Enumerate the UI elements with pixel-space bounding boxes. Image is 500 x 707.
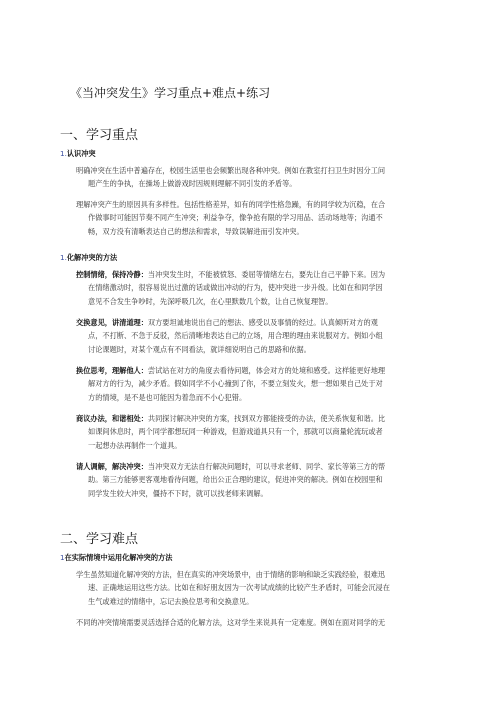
- text-line: 共同探讨解决冲突的方案，找到双方都能接受的办法，使关系恢复和谐。比: [147, 414, 386, 423]
- paragraph-hard-to-apply: [76, 568, 390, 608]
- text-line: 双方要坦诚地说出自己的想法、感受以及事情的经过。认真倾听对方的观: [147, 318, 378, 327]
- text-line: 尝试站在对方的角度去看待问题，体会对方的处境和感受。这样能更好地理: [147, 366, 386, 375]
- text-line: 意见不合发生争吵时，先深呼吸几次，在心里默数几个数，让自己恢复理智。: [88, 296, 333, 306]
- method-label: 交换意见，讲清道理：: [76, 318, 148, 327]
- text-line: 解对方的行为，减少矛盾。假如同学不小心撞到了你，不要立刻发火，想一想如果自己处于对: [88, 379, 383, 389]
- subheading-text: 在实际情境中运用化解冲突的方法: [64, 553, 173, 562]
- text-line: 在情绪激动时，很容易说出过激的话或做出冲动的行为，使冲突进一步升级。比如在和同学因: [88, 283, 383, 293]
- method-empathy: [76, 364, 385, 404]
- text-line: 助。第三方能够更客观地看待问题，给出公正合理的建议，促进冲突的解决。例如在校园里和: [88, 475, 383, 485]
- text-line: 生气或难过的情绪中，忘记去换位思考和交换意见。: [88, 596, 254, 606]
- subheading-number: 1: [60, 553, 65, 562]
- paragraph-flexible-choice: [76, 616, 385, 629]
- text-line: 理解冲突产生的原因具有多样性。包括性格差异，如有的同学性格急躁，有的同学较为沉稳，在合: [76, 200, 386, 209]
- text-line: 当冲突发生时，不能被愤怒、委屈等情绪左右，要先让自己平静下来。因为: [147, 270, 386, 279]
- subheading-number: 1.: [60, 253, 67, 262]
- method-exchange-views: [76, 316, 383, 356]
- subheading-number: 1.: [60, 149, 67, 158]
- subheading-recognize-conflict: [60, 149, 96, 159]
- subheading-text: 认识冲突: [66, 149, 96, 158]
- method-label: 控制情绪，保持冷静：: [76, 270, 148, 279]
- method-mediation: [76, 460, 385, 500]
- text-line: 方的情境，是不是也可能因为着急而不小心犯错。: [88, 392, 247, 402]
- section-heading-difficulties: 二、学习难点: [60, 532, 139, 547]
- text-line: 当冲突双方无法自行解决问题时，可以寻求老师、同学、家长等第三方的帮: [147, 462, 386, 471]
- text-line: 明确冲突在生活中普遍存在，校园生活里也会频繁出现各种冲突。例如在教室打扫卫生时因分工问: [76, 166, 386, 175]
- text-line: 不同的冲突情境需要灵活选择合适的化解方法，这对学生来说具有一定难度。例如在面对同学的无: [76, 618, 386, 627]
- subheading-apply-methods: [60, 553, 172, 563]
- text-line: 作做事时可能因节奏不同产生冲突；利益争夺，像争抢有限的学习用品、活动场地等；沟通不: [88, 213, 383, 223]
- paragraph-conflict-common: [76, 164, 385, 191]
- method-negotiate: [76, 412, 385, 452]
- section-heading-key-points: 一、学习重点: [60, 128, 139, 143]
- subheading-text: 化解冲突的方法: [66, 253, 118, 262]
- subheading-resolve-methods: [60, 253, 117, 263]
- text-line: 一起想办法再制作一个道具。: [88, 440, 182, 450]
- text-line: 如课间休息时，两个同学都想玩同一种游戏，但游戏道具只有一个，那就可以商量轮流玩或者: [88, 427, 383, 437]
- text-line: 同学发生较大冲突，僵持不下时，就可以找老师来调解。: [88, 488, 268, 498]
- method-label: 换位思考，理解他人：: [76, 366, 148, 375]
- text-line: 学生虽然知道化解冲突的方法，但在真实的冲突场景中，由于情绪的影响和缺乏实践经验，很难迅: [76, 570, 386, 579]
- text-line: 题产生的争执，在操场上做游戏时因规则理解不同引发的矛盾等。: [88, 179, 297, 189]
- document-title: 《当冲突发生》学习重点+难点+练习: [70, 86, 271, 100]
- paragraph-conflict-causes: [76, 198, 385, 238]
- text-line: 畅，双方没有清晰表达自己的想法和需求，导致误解进而引发冲突。: [88, 226, 304, 236]
- method-label: 请人调解，解决冲突：: [76, 462, 148, 471]
- text-line: 点，不打断、不急于反驳，然后清晰地表达自己的立场，用合理的理由来说服对方。例如小组: [88, 331, 383, 341]
- method-calm-down: [76, 268, 385, 308]
- text-line: 讨论课题时，对某个观点有不同看法，就详细说明自己的思路和依据。: [88, 344, 311, 354]
- text-line: 速、正确地运用这些方法。比如在和好朋友因为一次考试成绩的比较产生矛盾时，可能会沉浸在: [88, 583, 390, 593]
- method-label: 商议办法，和谐相处：: [76, 414, 148, 423]
